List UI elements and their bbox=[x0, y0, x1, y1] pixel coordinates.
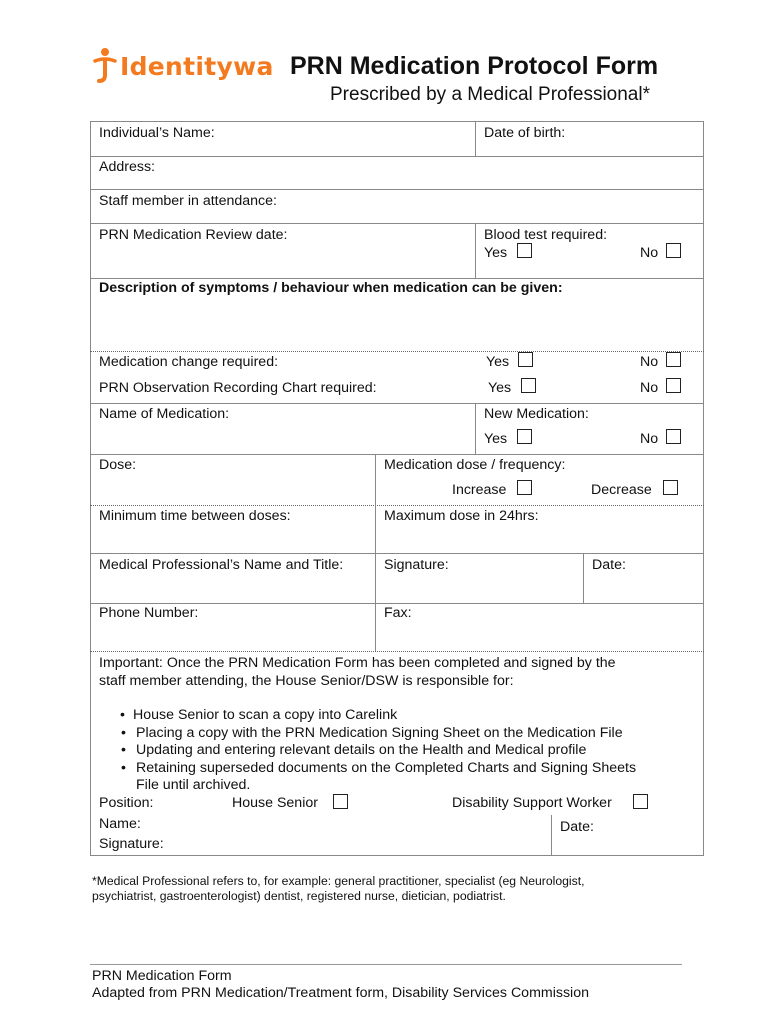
obs-yes-label: Yes bbox=[488, 380, 512, 396]
bullet-icon: • bbox=[121, 742, 126, 758]
position-label: Position: bbox=[99, 795, 154, 811]
min-time-label: Minimum time between doses: bbox=[99, 508, 291, 524]
med-change-no-label: No bbox=[640, 354, 659, 370]
bullet-icon: • bbox=[120, 707, 125, 723]
identitywa-logo bbox=[92, 46, 274, 86]
signature-label: Signature: bbox=[384, 557, 449, 573]
person-icon bbox=[92, 47, 118, 85]
blood-no-label: No bbox=[640, 245, 659, 261]
max-dose-label: Maximum dose in 24hrs: bbox=[384, 508, 539, 524]
list-item: Placing a copy with the PRN Medication Signing Sheet on the Medication File bbox=[136, 725, 623, 741]
dsw-label: Disability Support Worker bbox=[452, 795, 612, 811]
blood-no-checkbox[interactable] bbox=[666, 243, 681, 258]
name-label: Name: bbox=[99, 816, 141, 832]
staff-label: Staff member in attendance: bbox=[99, 193, 277, 209]
house-senior-label: House Senior bbox=[232, 795, 318, 811]
decrease-label: Decrease bbox=[591, 482, 652, 498]
decrease-checkbox[interactable] bbox=[663, 480, 678, 495]
new-med-no-checkbox[interactable] bbox=[666, 429, 681, 444]
med-name-label: Name of Medication: bbox=[99, 406, 230, 422]
obs-yes-checkbox[interactable] bbox=[521, 378, 536, 393]
symptoms-label: Description of symptoms / behaviour when medication can be given: bbox=[99, 280, 563, 296]
dose-label: Dose: bbox=[99, 457, 137, 473]
footer-divider bbox=[90, 964, 682, 965]
increase-checkbox[interactable] bbox=[517, 480, 532, 495]
bullet-icon: • bbox=[121, 760, 126, 776]
page-title: PRN Medication Protocol Form bbox=[290, 52, 659, 80]
individual-name-label: Individual’s Name: bbox=[99, 125, 215, 141]
obs-no-checkbox[interactable] bbox=[666, 378, 681, 393]
important-line-1: Important: Once the PRN Medication Form has been completed and signed by the bbox=[99, 655, 616, 671]
prof-name-label: Medical Professional’s Name and Title: bbox=[99, 557, 344, 573]
med-change-yes-checkbox[interactable] bbox=[518, 352, 533, 367]
dose-freq-label: Medication dose / frequency: bbox=[384, 457, 566, 473]
fax-label: Fax: bbox=[384, 605, 412, 621]
obs-chart-label: PRN Observation Recording Chart required: bbox=[99, 380, 377, 396]
new-med-yes-label: Yes bbox=[484, 431, 508, 447]
blood-yes-checkbox[interactable] bbox=[517, 243, 532, 258]
new-med-label: New Medication: bbox=[484, 406, 589, 422]
list-item: Retaining superseded documents on the Completed Charts and Signing Sheets bbox=[136, 760, 637, 776]
signature-label-2: Signature: bbox=[99, 836, 164, 852]
obs-no-label: No bbox=[640, 380, 659, 396]
med-change-no-checkbox[interactable] bbox=[666, 352, 681, 367]
important-line-2: staff member attending, the House Senior/DSW is responsible for: bbox=[99, 673, 514, 689]
review-date-label: PRN Medication Review date: bbox=[99, 227, 288, 243]
footer-line-2: Adapted from PRN Medication/Treatment form, Disability Services Commission bbox=[92, 985, 589, 1001]
page-subtitle: Prescribed by a Medical Professional* bbox=[330, 84, 650, 105]
increase-label: Increase bbox=[452, 482, 507, 498]
footnote-line-1: *Medical Professional refers to, for example: general practitioner, specialist (eg Neurologist, bbox=[92, 874, 585, 888]
med-change-label: Medication change required: bbox=[99, 354, 279, 370]
new-med-no-label: No bbox=[640, 431, 659, 447]
new-med-yes-checkbox[interactable] bbox=[517, 429, 532, 444]
med-change-yes-label: Yes bbox=[486, 354, 510, 370]
blood-test-label: Blood test required: bbox=[484, 227, 608, 243]
list-item-continuation: File until archived. bbox=[136, 777, 251, 793]
date-label: Date: bbox=[592, 557, 626, 573]
list-item: Updating and entering relevant details on the Health and Medical profile bbox=[136, 742, 587, 758]
blood-yes-label: Yes bbox=[484, 245, 508, 261]
footnote-line-2: psychiatrist, gastroenterologist) dentist, registered nurse, dietician, podiatrist. bbox=[92, 889, 506, 903]
bullet-icon: • bbox=[121, 725, 126, 741]
footer-line-1: PRN Medication Form bbox=[92, 968, 232, 984]
date-label-2: Date: bbox=[560, 819, 594, 835]
house-senior-checkbox[interactable] bbox=[333, 794, 348, 809]
list-item: House Senior to scan a copy into Carelink bbox=[133, 707, 398, 723]
logo-text: Identitywa bbox=[120, 51, 274, 81]
dsw-checkbox[interactable] bbox=[633, 794, 648, 809]
address-label: Address: bbox=[99, 159, 155, 175]
dob-label: Date of birth: bbox=[484, 125, 566, 141]
phone-label: Phone Number: bbox=[99, 605, 199, 621]
